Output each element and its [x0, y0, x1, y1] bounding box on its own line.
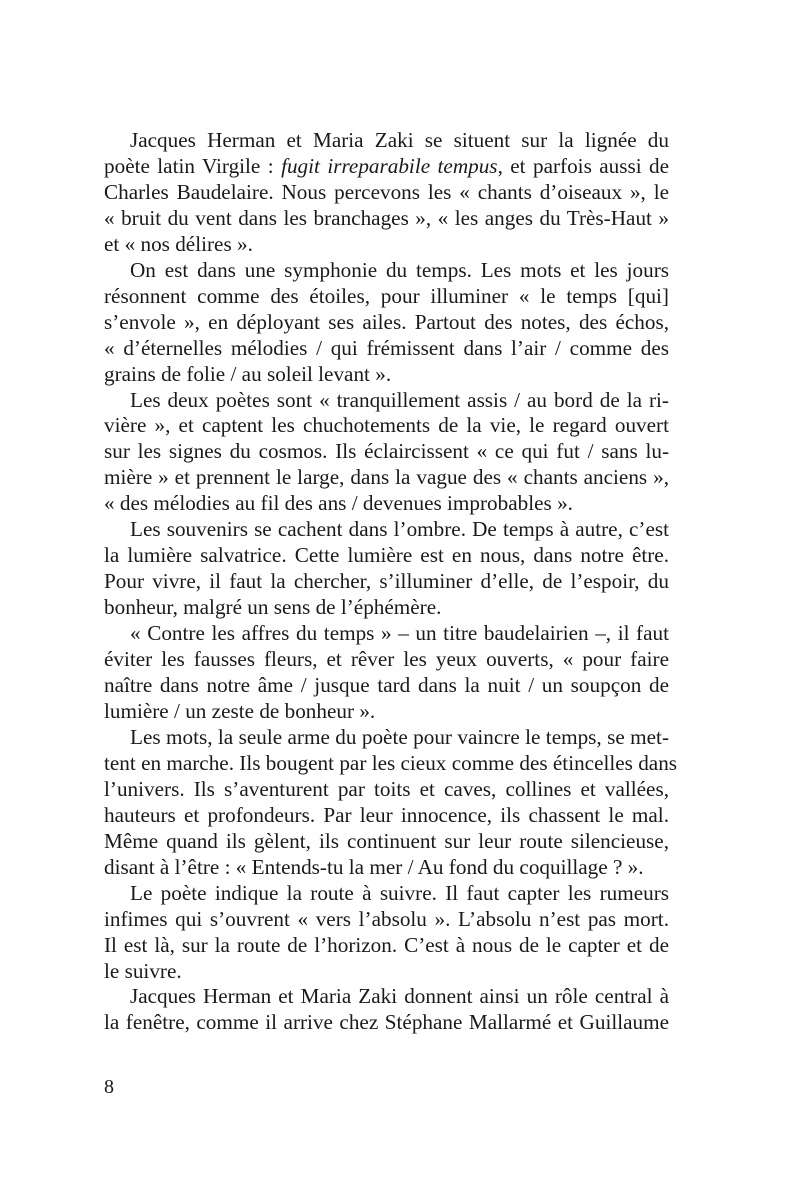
- paragraph-6: [104, 724, 678, 881]
- text-line: infimes qui s’ouvrent « vers l’absolu ». L’absolu n’est pas mort.: [104, 906, 669, 931]
- text-line: « des mélodies au fil des ans / devenues improbables ».: [104, 491, 573, 516]
- text-line: naître dans notre âme / jusque tard dans la nuit / un soupçon de: [104, 673, 669, 698]
- body-text: [104, 128, 678, 1036]
- text-line: lumière / un zeste de bonheur ».: [104, 698, 376, 723]
- text-line: hauteurs et profondeurs. Par leur innocence, ils chassent le mal.: [104, 802, 669, 827]
- paragraph-8: [104, 984, 669, 1036]
- text-line: la fenêtre, comme il arrive chez Stéphane Mallarmé et Guillaume: [104, 1010, 669, 1035]
- text-line: l’univers. Ils s’aventurent par toits et caves, collines et vallées,: [104, 776, 669, 801]
- text-line: le suivre.: [104, 958, 182, 983]
- text-line: vière », et captent les chuchotements de la vie, le regard ouvert: [104, 413, 669, 438]
- text-line: la lumière salvatrice. Cette lumière est en nous, dans notre être.: [104, 543, 669, 568]
- text-line: sur les signes du cosmos. Ils éclaircissent « ce qui fut / sans lu-: [104, 439, 669, 464]
- text-span: , et parfois aussi de: [497, 153, 670, 178]
- text-line: Jacques Herman et Maria Zaki donnent ainsi un rôle central à: [130, 984, 669, 1009]
- page-number: 8: [104, 1076, 114, 1098]
- text-line: Le poète indique la route à suivre. Il faut capter les rumeurs: [130, 880, 669, 905]
- text-line: Jacques Herman et Maria Zaki se situent sur la lignée du: [130, 128, 669, 152]
- text-line: « Contre les affres du temps » – un titre baudelairien –, il faut: [130, 621, 669, 646]
- text-line: Charles Baudelaire. Nous percevons les « chants d’oiseaux », le: [104, 179, 669, 204]
- text-line: résonnent comme des étoiles, pour illuminer « le temps [qui]: [104, 283, 669, 308]
- latin-quote: fugit irreparabile tempus: [281, 153, 498, 178]
- text-line: mière » et prennent le large, dans la vague des « chants anciens »,: [104, 465, 669, 490]
- text-line: disant à l’être : « Entends-tu la mer / Au fond du coquillage ? ».: [104, 854, 644, 879]
- text-line: tent en marche. Ils bougent par les cieux comme des étincelles dans: [104, 750, 678, 775]
- text-line: et « nos délires ».: [104, 231, 253, 256]
- text-line: Les deux poètes sont « tranquillement assis / au bord de la ri-: [130, 387, 669, 412]
- text-line: éviter les fausses fleurs, et rêver les yeux ouverts, « pour faire: [104, 647, 669, 672]
- text-line: « bruit du vent dans les branchages », « les anges du Très-Haut »: [104, 205, 669, 230]
- text-line: s’envole », en déployant ses ailes. Partout des notes, des échos,: [104, 309, 669, 334]
- text-span: poète latin Virgile :: [104, 153, 282, 178]
- paragraph-4: [104, 517, 669, 621]
- paragraph-3: [104, 388, 669, 518]
- text-line: « d’éternelles mélodies / qui frémissent dans l’air / comme des: [104, 335, 669, 360]
- text-line: Même quand ils gèlent, ils continuent sur leur route silencieuse,: [104, 828, 669, 853]
- paragraph-2: [104, 258, 669, 388]
- text-line: Pour vivre, il faut la chercher, s’illuminer d’elle, de l’espoir, du: [104, 569, 669, 594]
- text-line: Les mots, la seule arme du poète pour vaincre le temps, se met-: [130, 724, 669, 749]
- text-line: On est dans une symphonie du temps. Les mots et les jours: [130, 257, 669, 282]
- paragraph-7: [104, 881, 669, 985]
- text-line: Les souvenirs se cachent dans l’ombre. De temps à autre, c’est: [130, 517, 669, 542]
- paragraph-1: [104, 128, 669, 258]
- text-line: Il est là, sur la route de l’horizon. C’est à nous de le capter et de: [104, 932, 669, 957]
- paragraph-5: [104, 621, 669, 725]
- text-line: bonheur, malgré un sens de l’éphémère.: [104, 595, 442, 620]
- text-line: grains de folie / au soleil levant ».: [104, 361, 392, 386]
- text-line: [104, 154, 669, 180]
